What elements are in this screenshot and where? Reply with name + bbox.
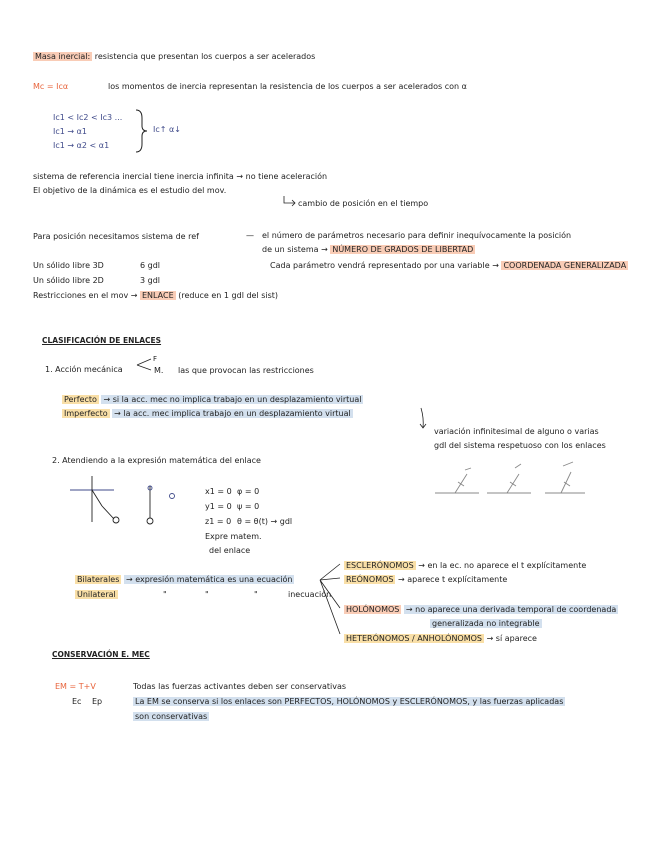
heteronomos-def: → sí aparece [486,634,537,643]
ep-label: Ep [92,697,103,706]
eq-y: y1 = 0 [205,502,232,511]
sistema-inercial-text: sistema de referencia inercial tiene inercia infinita → no tiene aceleración [33,172,328,181]
holonomos-def-2-line [430,619,542,629]
perfecto-label: Perfecto [64,395,97,404]
holonomos-def-2: generalizada no integrable [432,619,540,628]
ec-label: Ec [72,697,82,706]
momento-label: M. [154,366,164,375]
expre-matem: Expre matem. [205,532,262,541]
imperfecto-label: Imperfecto [64,409,108,418]
holonomos-def-1: → no aparece una derivada temporal de coordenada [405,605,617,614]
restricciones-provocan-text: las que provocan las restricciones [178,366,314,375]
holonomos-line [344,605,618,615]
reonomos-line [344,575,507,585]
momentos-inercia-text: los momentos de inercia representan la resistencia de los cuerpos a ser acelerados con α [108,82,467,91]
inercia-ineq-2: Ic1 → α1 [53,127,87,136]
perfecto-line [62,395,363,405]
solido-2d-gdl: 3 gdl [140,276,161,285]
down-arrow-icon [418,408,428,430]
perfecto-def: → si la acc. mec no implica trabajo en un desplazamiento virtual [103,395,362,404]
parametros-def-1: el número de parámetros necesario para definir inequívocamente la posición [262,231,572,240]
del-enlace: del enlace [209,546,251,555]
escleronomos-def: → en la ec. no aparece el t explícitamente [418,561,587,570]
double-pendulum-sketch [70,474,130,526]
hook-arrow-icon [283,196,297,208]
eq-psi: ψ = 0 [237,502,260,511]
parametros-def-2 [262,245,475,255]
escleronomos-label: ESCLERÓNOMOS [346,561,414,570]
conservacion-title: CONSERVACIÓN E. MEC [52,650,150,659]
arrow-icon: — [246,231,254,240]
em-conserva-line [133,697,565,707]
clasificacion-title: CLASIFICACIÓN DE ENLACES [42,336,162,345]
reonomos-def: → aparece t explícitamente [398,575,508,584]
right-brace-icon [134,108,148,154]
em-conserva-text: La EM se conserva si los enlaces son PERFECTOS, HOLÓNOMOS y ESCLERÓNOMOS, y las fuerzas aplicadas [135,697,564,706]
holonomos-label: HOLÓNOMOS [346,605,400,614]
enlace-highlight: ENLACE [142,291,174,300]
eq-x: x1 = 0 [205,487,232,496]
parametros-def-2-text: de un sistema → [262,245,328,254]
masa-inercial-line [33,52,315,62]
pendulum-sketch [140,476,180,526]
escleronomos-line [344,561,586,571]
fuerza-label: F [153,355,158,363]
masa-inercial-label: Masa inercial: [35,52,91,61]
bilaterales-def: → expresión matemática es una ecuación [125,575,293,584]
reduce-gdl-text: (reduce en 1 gdl del sist) [178,291,279,300]
eq-z: z1 = 0 [205,517,232,526]
ditto-2: " [205,590,209,599]
solido-2d-text: Un sólido libre 2D [33,276,104,285]
heteronomos-label: HETERÓNOMOS / ANHOLÓNOMOS [346,634,483,643]
eq-theta: θ = θ(t) → gdl [237,517,293,526]
brace-label: Ic↑ α↓ [153,125,181,134]
mc-formula: Mc = Icα [33,82,69,91]
accion-mecanica-text: 1. Acción mecánica [45,365,123,374]
coordenada-generalizada-highlight: COORDENADA GENERALIZADA [503,261,627,270]
reonomos-label: REÓNOMOS [346,575,394,584]
parametro-variable-text [270,261,628,271]
parametro-text: Cada parámetro vendrá representado por una variable → [270,261,499,270]
virtual-displacement-sketches [435,460,625,496]
solido-3d-text: Un sólido libre 3D [33,261,104,270]
bilaterales-label: Bilaterales [77,575,120,584]
branch-lines-icon [318,560,344,642]
conservativas-text: Todas las fuerzas activantes deben ser conservativas [133,682,347,691]
bilaterales-line [75,575,294,585]
posicion-text: Para posición necesitamos sistema de ref [33,232,199,241]
unilateral-label: Unilateral [77,590,116,599]
expresion-matematica-text: 2. Atendiendo a la expresión matemática del enlace [52,456,261,465]
objetivo-dinamica-text: El objetivo de la dinámica es el estudio del mov. [33,186,227,195]
grados-libertad-highlight: NÚMERO DE GRADOS DE LIBERTAD [332,245,474,254]
cambio-posicion-text: cambio de posición en el tiempo [298,199,429,208]
masa-inercial-def: resistencia que presentan los cuerpos a ser acelerados [94,52,316,61]
variacion-virtual-1: variación infinitesimal de alguno o varias [434,427,599,436]
inercia-ineq-1: Ic1 < Ic2 < Ic3 ... [53,113,123,122]
eq-phi: φ = 0 [237,487,260,496]
restricciones-text: Restricciones en el mov → [33,291,138,300]
ditto-3: " [254,590,258,599]
em-formula: EM = T+V [55,682,96,691]
imperfecto-def: → la acc. mec implica trabajo en un desplazamiento virtual [114,409,351,418]
son-conservativas-text: son conservativas [135,712,208,721]
heteronomos-line [344,634,537,644]
imperfecto-line [62,409,353,419]
inecuacion-text: inecuación [288,590,332,599]
unilateral-line [75,590,118,600]
son-conservativas-line [133,712,209,722]
solido-3d-gdl: 6 gdl [140,261,161,270]
variacion-virtual-2: gdl del sistema respetuoso con los enlaces [434,441,606,450]
inercia-ineq-3: Ic1 → α2 < α1 [53,141,110,150]
restricciones-line [33,291,278,301]
ditto-1: " [163,590,167,599]
